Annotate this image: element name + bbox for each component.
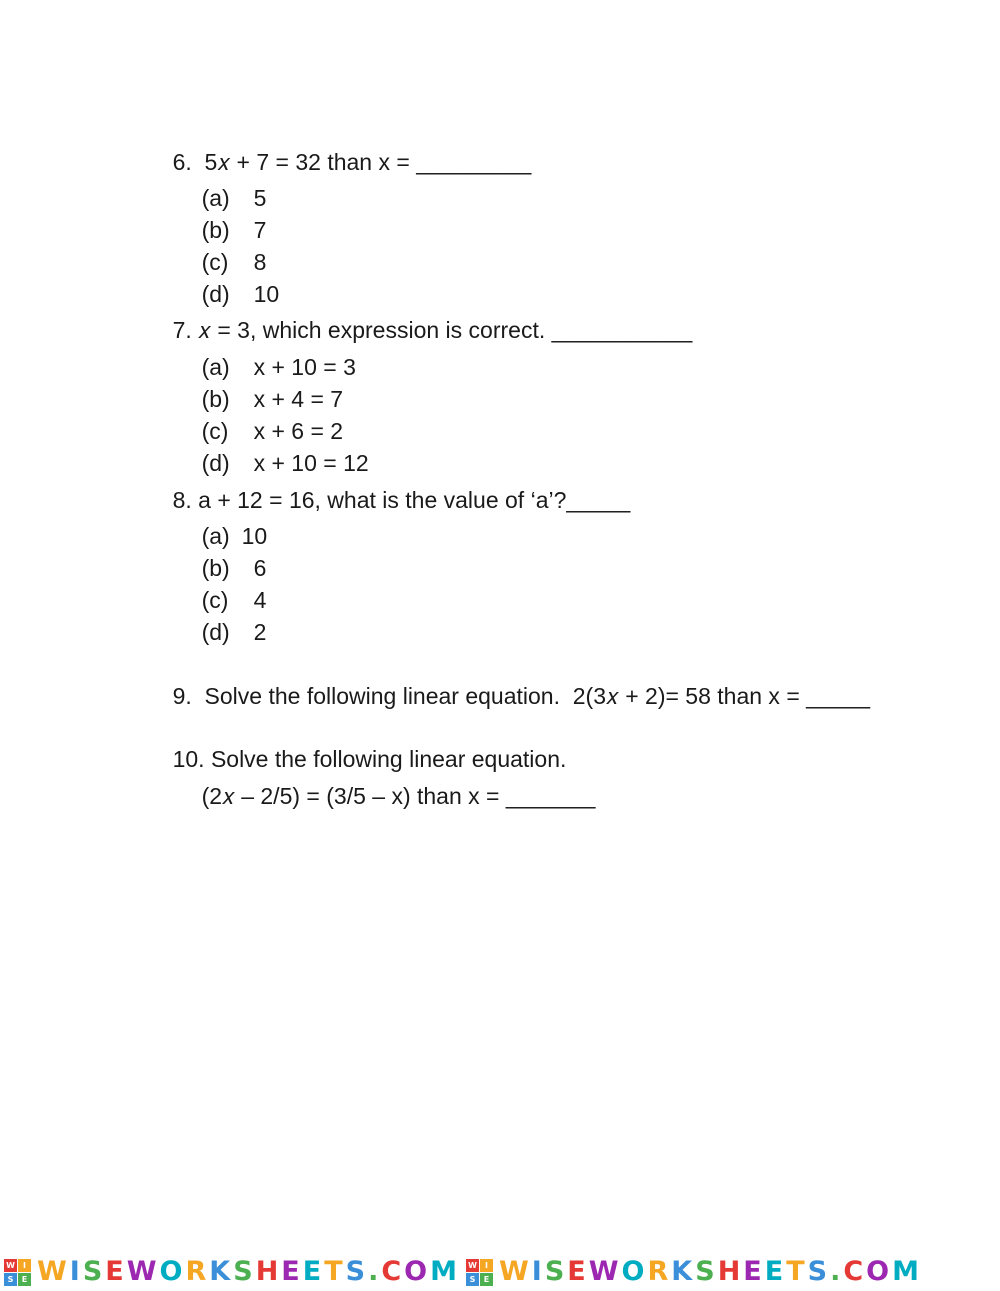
option-label: (b) (201, 386, 230, 412)
question-number: 10. (172, 746, 205, 772)
brand-logo-icon (466, 1259, 493, 1286)
logo-letter: I (480, 1259, 493, 1272)
option-value: 8 (253, 249, 267, 275)
brand-logo-icon (4, 1259, 31, 1286)
option-value: x + 4 = 7 (253, 386, 344, 412)
brand-wordmark: WISEWORKSHEETS.COM (499, 1256, 922, 1287)
option-label: (b) (201, 555, 230, 581)
question-text: Solve the following linear equation. 2(3𝑥 + 2)= 58 than x = _____ (204, 683, 871, 709)
option-label: (a) (201, 354, 230, 380)
question-number: 8. (172, 487, 192, 513)
question-text: a + 12 = 16, what is the value of ‘a’?_____ (198, 487, 631, 513)
logo-letter: S (4, 1273, 17, 1286)
option-label: (a) (201, 523, 230, 549)
question-number: 6. (172, 149, 192, 175)
option-label: (c) (201, 418, 229, 444)
option-value: x + 10 = 12 (253, 450, 369, 476)
logo-letter: W (466, 1259, 479, 1272)
question-text: 𝑥 = 3, which expression is correct. ___________ (198, 317, 693, 343)
question-number: 9. (172, 683, 192, 709)
option-value: 10 (241, 523, 268, 549)
question-text: 5𝑥 + 7 = 32 than x = _________ (204, 149, 532, 175)
logo-letter: I (18, 1259, 31, 1272)
option-label: (c) (201, 249, 229, 275)
option-value: x + 10 = 3 (253, 354, 356, 380)
logo-letter: W (4, 1259, 17, 1272)
option-value: 6 (253, 555, 267, 581)
brand-wordmark: WISEWORKSHEETS.COM (37, 1256, 460, 1287)
option-label: (d) (201, 619, 230, 645)
option-value: 5 (253, 185, 267, 211)
option-label: (a) (201, 185, 230, 211)
option-label: (d) (201, 450, 230, 476)
option-value: 2 (253, 619, 267, 645)
option-label: (b) (201, 217, 230, 243)
question-subtext: (2𝑥 – 2/5) = (3/5 – x) than x = _______ (201, 783, 596, 809)
option-value: 10 (253, 281, 280, 307)
option-label: (c) (201, 587, 229, 613)
footer-brand-banner (0, 1256, 1000, 1288)
logo-letter: S (466, 1273, 479, 1286)
question-text: Solve the following linear equation. (210, 746, 567, 772)
option-value: 4 (253, 587, 267, 613)
option-label: (d) (201, 281, 230, 307)
option-value: 7 (253, 217, 267, 243)
question-number: 7. (172, 317, 192, 343)
logo-letter: E (480, 1273, 493, 1286)
logo-letter: E (18, 1273, 31, 1286)
question-10-equation (176, 754, 595, 838)
option-value: x + 6 = 2 (253, 418, 344, 444)
